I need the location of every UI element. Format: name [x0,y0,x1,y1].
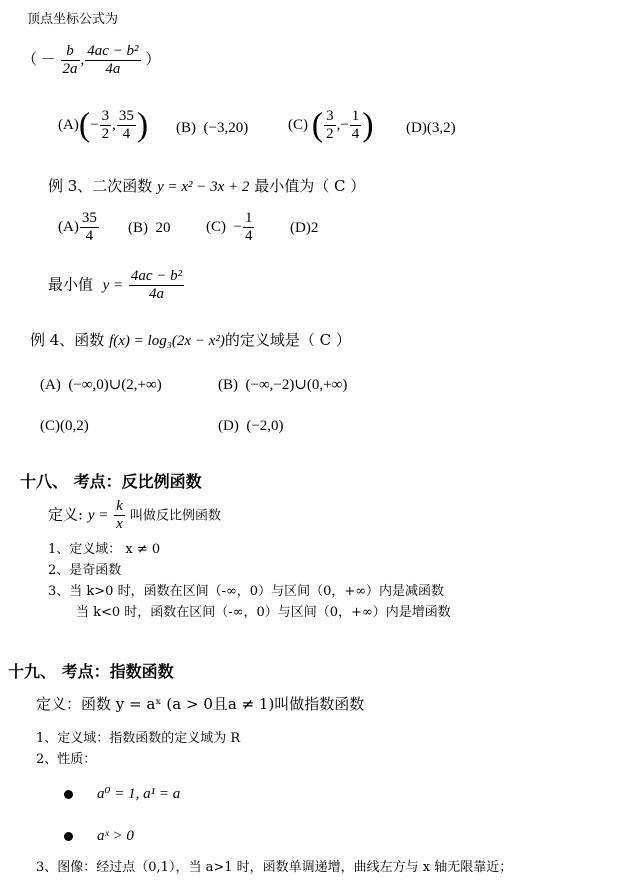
option-label: (A) [40,377,61,393]
frac-num: 4ac − b² [130,268,183,284]
option-value: (0,2) [60,418,89,434]
bullet-icon [64,790,73,799]
close-paren: ） [145,51,161,68]
option-value: (−2,0) [246,418,284,434]
frac-num: 3 [326,108,334,124]
option-label: (A) [58,116,79,133]
ex3-min-formula [48,268,185,303]
sec18-definition [48,498,221,533]
option-value: 20 [155,220,171,236]
minus-sign: − [233,218,242,235]
frac-den: 2 [326,126,334,142]
frac-den: 4 [122,126,131,142]
option-label: (C) [206,218,226,235]
ex4-suffix: 的定义域是（ C ） [224,331,351,349]
frac-num: 1 [244,210,253,226]
sec18-item2: 2、是奇函数 [48,563,122,578]
sec19-item1: 1、定义域：指数函数的定义域为 R [36,731,241,746]
option-value: (−3,20) [203,120,249,136]
option-label: (A) [58,218,79,235]
option-label: (C) [40,418,60,434]
sec19-definition: 定义：函数 y = aˣ (a > 0且a ≠ 1)叫做指数函数 [36,695,365,713]
ex4-expr: f(x) = log₃(2x − x²) [109,333,225,349]
vertex-option-d [406,120,456,137]
frac-den: 4a [105,61,121,77]
min-label: 最小值 [48,275,94,294]
minus-sign: － [40,51,56,68]
ex3-option-b [128,220,171,237]
ex4-option-b [218,375,347,394]
minus-sign: − [90,116,99,133]
vertex-title: 顶点坐标公式为 [27,12,119,27]
option-label: (B) [218,377,238,393]
sec18-item1: 1、定义域： x ≠ 0 [48,542,161,557]
vertex-option-c: (C) ( $\frac{3}{2}$ ,− $\frac{1}{4}$ ) [288,106,374,144]
bullet-text: a⁰ = 1, a¹ = a [97,786,181,802]
ex4-option-d [218,418,284,435]
sec18-item3b: 当 k<0 时，函数在区间（-∞，0）与区间（0，+∞）内是增函数 [76,605,451,620]
open-paren: （ [22,51,38,68]
frac-num: 35 [81,210,97,226]
minus-sign: ,− [336,116,349,133]
option-label: (D) [406,120,427,136]
option-value: 2 [310,220,319,236]
sec19-bullet2 [64,826,134,846]
vertex-option-b [176,120,248,137]
ex3-question [48,176,365,197]
def-label: 定义: [48,505,84,524]
frac-num: 35 [118,108,134,124]
sec18-heading: 十八、 考点：反比例函数 [20,472,202,491]
option-value: (−∞,0)∪(2,+∞) [68,377,162,393]
sec19-item2: 2、性质： [36,752,97,767]
ex3-option-c [206,210,255,245]
ex4-prefix: 例 4、函数 [30,331,110,349]
frac-den: 2 [101,126,110,142]
sec19-bullet1 [64,784,180,804]
frac-num: b [61,43,80,61]
ex4-option-a [40,375,162,394]
bullet-icon [64,832,73,841]
def-lhs: y = [87,507,109,524]
option-label: (C) [288,116,308,133]
min-lhs: y = [102,277,124,294]
frac-den: x [116,516,123,532]
def-suffix: 叫做反比例函数 [125,508,221,524]
frac-den: 4 [244,228,253,244]
option-label: (B) [128,220,148,236]
ex3-expr: y = x² − 3x + 2 [157,179,250,195]
frac-den: 4 [351,126,360,142]
option-value: (3,2) [426,120,456,136]
frac-num: 3 [101,108,110,124]
option-label: (D) [290,220,311,236]
ex4-question [30,330,351,351]
frac-den: 2a [62,61,78,77]
frac-num: 4ac − b² [87,43,139,59]
frac-num: k [116,498,123,514]
ex3-suffix: 最小值为（ C ） [249,177,366,195]
ex3-option-a [58,210,100,245]
sec19-heading: 十九、 考点：指数函数 [8,662,174,681]
ex3-option-d [290,220,318,237]
bullet-text: aˣ > 0 [97,828,134,844]
frac-num: 1 [351,108,360,124]
ex4-option-c [40,418,89,435]
option-label: (D) [218,418,239,434]
comma: , [80,51,85,68]
vertex-option-a: (A)(− $\frac{3}{2}$ , $\frac{35}{4}$ ) [58,106,149,144]
sec19-item3: 3、图像：经过点（0,1），当 a>1 时，函数单调递增，曲线左方与 x 轴无限靠近； [36,860,513,875]
ex3-prefix: 例 3、二次函数 [48,177,158,195]
option-label: (B) [176,120,196,136]
option-value: (−∞,−2)∪(0,+∞) [245,377,348,393]
frac-den: 4a [149,286,165,302]
sec18-item3a: 3、当 k>0 时，函数在区间（-∞，0）与区间（0，+∞）内是减函数 [48,584,445,599]
frac-den: 4 [85,228,94,244]
vertex-formula [22,43,160,78]
